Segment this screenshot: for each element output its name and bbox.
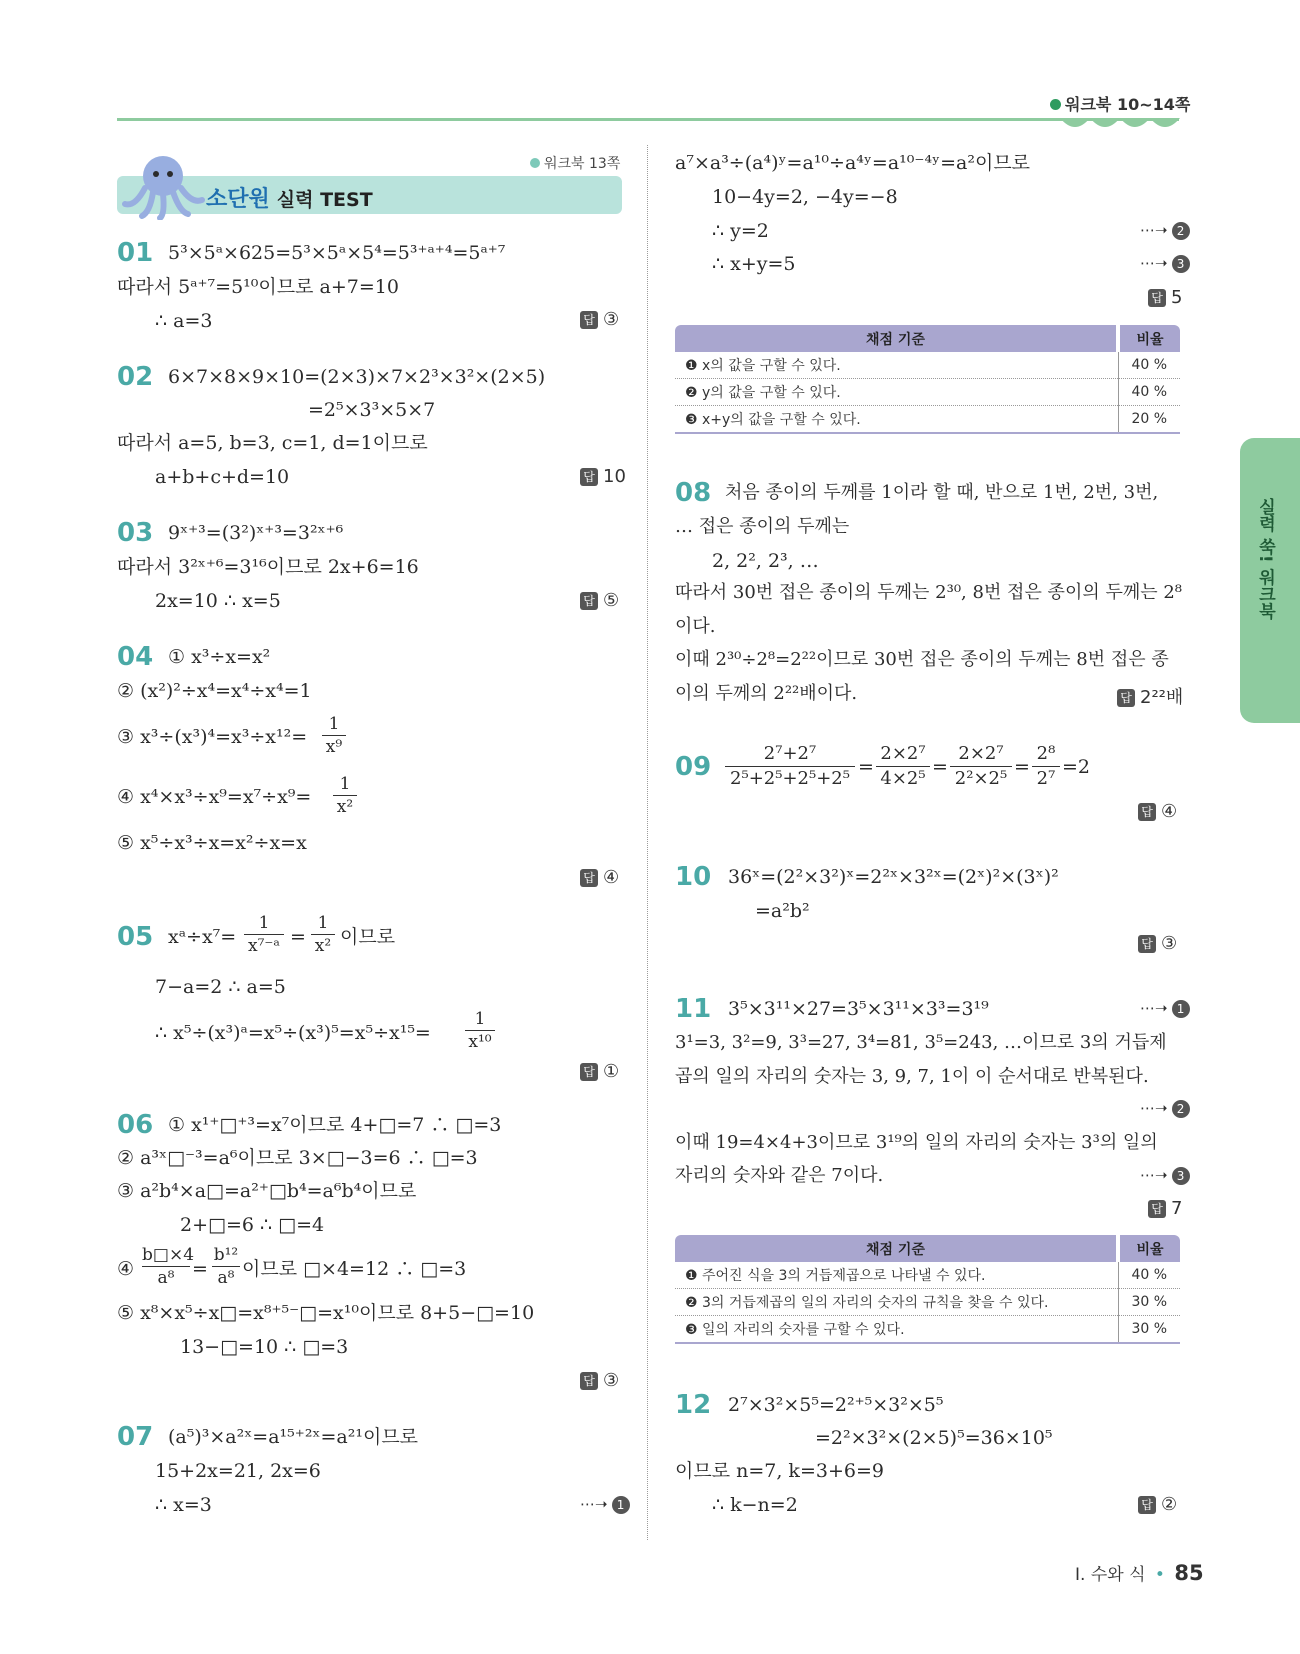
problem-line: 6×7×8×9×10=(2×3)×7×2³×3²×(2×5) xyxy=(168,366,546,388)
answer: 답 ③ xyxy=(1138,933,1177,954)
problem-number: 05 xyxy=(117,922,154,952)
fraction: 1 x⁹ xyxy=(322,713,346,758)
problem-line: 따라서 3²ˣ⁺⁶=3¹⁶이므로 2x+6=16 xyxy=(117,556,419,578)
fraction: 2×2⁷ 4×2⁵ xyxy=(876,742,930,791)
problem-line: 이때 19=4×4+3이므로 3¹⁹의 일의 자리의 숫자는 3³의 일의 xyxy=(675,1132,1158,1153)
problem-line: 2+□=6 ∴ □=4 xyxy=(180,1214,325,1236)
step-marker: ⋯➝ 3 xyxy=(1140,1166,1190,1185)
problem-line: 이므로 xyxy=(340,926,396,948)
problem-line: 15+2x=21, 2x=6 xyxy=(155,1460,321,1482)
page-number: 85 xyxy=(1174,1561,1204,1585)
answer: 답 2²²배 xyxy=(1117,683,1183,709)
problem-line: 따라서 30번 접은 종이의 두께는 2³⁰, 8번 접은 종이의 두께는 2⁸ xyxy=(675,582,1182,603)
problem-line: 2x=10 ∴ x=5 xyxy=(155,590,281,612)
problem-line: ∴ a=3 xyxy=(155,310,213,332)
problem-line: 9ˣ⁺³=(3²)ˣ⁺³=3²ˣ⁺⁶ xyxy=(168,522,344,544)
table-header: 비율 xyxy=(1118,325,1180,352)
problem-line: ⑤ x⁸×x⁵÷x□=x⁸⁺⁵⁻□=x¹⁰이므로 8+5−□=10 xyxy=(117,1302,535,1324)
fraction: 2×2⁷ 2²×2⁵ xyxy=(950,742,1012,791)
answer: 답 ⑤ xyxy=(580,590,619,611)
table-header: 비율 xyxy=(1118,1235,1180,1262)
chapter-label: Ⅰ. 수와 식 xyxy=(1075,1565,1146,1585)
problem-line: 이므로 □×4=12 ∴ □=3 xyxy=(242,1258,467,1280)
problem-line: 3⁵×3¹¹×27=3⁵×3¹¹×3³=3¹⁹ xyxy=(728,998,989,1020)
problem-line: ∴ x+y=5 xyxy=(712,253,796,275)
problem-line: 13−□=10 ∴ □=3 xyxy=(180,1336,349,1358)
fraction: b□×4 a⁸ xyxy=(142,1245,195,1288)
problem-number: 09 xyxy=(675,752,712,782)
answer: 답 10 xyxy=(580,466,626,487)
bullet: • xyxy=(1154,1565,1165,1585)
step-marker: ⋯➝ 2 xyxy=(1140,221,1190,240)
answer: 답 ② xyxy=(1138,1494,1177,1515)
fraction: 1 x² xyxy=(311,912,335,957)
answer: 답 7 xyxy=(1148,1198,1182,1219)
equals: = xyxy=(290,926,306,948)
problem-line: 처음 종이의 두께를 1이라 할 때, 반으로 1번, 2번, 3번, xyxy=(725,482,1159,503)
column-divider xyxy=(647,145,648,1540)
problem-line: 이므로 n=7, k=3+6=9 xyxy=(675,1460,884,1482)
problem-line: 이때 2³⁰÷2⁸=2²²이므로 30번 접은 종이의 두께는 8번 접은 종 xyxy=(675,649,1169,670)
step-marker: ⋯➝ 3 xyxy=(1140,254,1190,273)
equals: = xyxy=(858,756,874,778)
fraction: 1 x⁷⁻ᵃ xyxy=(244,912,284,957)
equals: = xyxy=(932,756,948,778)
problem-number: 10 xyxy=(675,862,712,892)
table-row: ❷ y의 값을 구할 수 있다. 40 % xyxy=(675,379,1180,406)
problem-number: 03 xyxy=(117,518,154,548)
table-row: ❶ x의 값을 구할 수 있다. 40 % xyxy=(675,352,1180,379)
problem-number: 02 xyxy=(117,362,154,392)
dot-icon xyxy=(1050,99,1061,110)
header-workbook-ref: 워크북 10~14쪽 xyxy=(1050,92,1190,115)
problem-line: 따라서 5ᵃ⁺⁷=5¹⁰이므로 a+7=10 xyxy=(117,276,399,298)
answer: 답 5 xyxy=(1148,287,1182,308)
step-marker: ⋯➝ 2 xyxy=(1140,1099,1190,1118)
problem-number: 12 xyxy=(675,1390,712,1420)
grading-table xyxy=(675,1235,1180,1344)
problem-line: ∴ y=2 xyxy=(712,220,769,242)
problem-line: 이의 두께의 2²²배이다. xyxy=(675,683,858,704)
problem-line: 10−4y=2, −4y=−8 xyxy=(712,186,898,208)
section-workbook-ref: 워크북 13쪽 xyxy=(530,153,620,173)
table-header: 채점 기준 xyxy=(675,1235,1118,1262)
table-row: ❸ x+y의 값을 구할 수 있다. 20 % xyxy=(675,406,1180,434)
table-row: ❸ 일의 자리의 숫자를 구할 수 있다. 30 % xyxy=(675,1316,1180,1344)
grading-table xyxy=(675,325,1180,434)
problem-line: =2⁵×3³×5×7 xyxy=(308,399,436,421)
table-row: ❷ 3의 거듭제곱의 일의 자리의 숫자의 규칙을 찾을 수 있다. 30 % xyxy=(675,1289,1180,1316)
header-wave xyxy=(1060,118,1180,136)
problem-line: ① x³÷x=x² xyxy=(168,646,271,668)
problem-line: 3¹=3, 3²=9, 3³=27, 3⁴=81, 3⁵=243, …이므로 3의 거듭제 xyxy=(675,1032,1167,1053)
answer: 답 ④ xyxy=(1138,801,1177,822)
problem-line: ③ a²b⁴×a□=a²⁺□b⁴=a⁶b⁴이므로 xyxy=(117,1180,417,1202)
table-header: 채점 기준 xyxy=(675,325,1118,352)
side-tab-label: 실력 쑥! 워크북 xyxy=(1255,498,1275,620)
problem-number: 06 xyxy=(117,1110,154,1140)
answer: 답 ① xyxy=(580,1061,619,1082)
problem-line: ① x¹⁺□⁺³=x⁷이므로 4+□=7 ∴ □=3 xyxy=(168,1114,502,1136)
problem-line: 자리의 숫자와 같은 7이다. xyxy=(675,1165,884,1186)
problem-line: ④ x⁴×x³÷x⁹=x⁷÷x⁹= xyxy=(117,786,312,808)
problem-number: 07 xyxy=(117,1422,154,1452)
problem-line: 7−a=2 ∴ a=5 xyxy=(155,976,286,998)
problem-line: =a²b² xyxy=(755,900,810,922)
problem-line: a⁷×a³÷(a⁴)ʸ=a¹⁰÷a⁴ʸ=a¹⁰⁻⁴ʸ=a²이므로 xyxy=(675,152,1031,174)
problem-number: 04 xyxy=(117,642,154,672)
problem-line: 5³×5ᵃ×625=5³×5ᵃ×5⁴=5³⁺ᵃ⁺⁴=5ᵃ⁺⁷ xyxy=(168,242,506,264)
problem-line: =2²×3²×(2×5)⁵=36×10⁵ xyxy=(815,1427,1053,1449)
problem-line: ④ xyxy=(117,1258,135,1280)
table-row: ❶ 주어진 식을 3의 거듭제곱으로 나타낼 수 있다. 40 % xyxy=(675,1262,1180,1289)
problem-line: ∴ x=3 xyxy=(155,1494,212,1516)
problem-line: 36ˣ=(2²×3²)ˣ=2²ˣ×3²ˣ=(2ˣ)²×(3ˣ)² xyxy=(728,866,1059,888)
fraction: b¹² a⁸ xyxy=(213,1245,239,1288)
footer xyxy=(1075,1560,1204,1585)
answer: 답 ③ xyxy=(580,1370,619,1391)
dot-icon xyxy=(530,158,540,168)
problem-line: ② a³ˣ□⁻³=a⁶이므로 3×□−3=6 ∴ □=3 xyxy=(117,1147,478,1169)
problem-line: 이다. xyxy=(675,616,716,637)
answer: 답 ④ xyxy=(580,867,619,888)
problem-line: a+b+c+d=10 xyxy=(155,466,290,488)
fraction: 2⁸ 2⁷ xyxy=(1032,742,1060,791)
fraction: 2⁷+2⁷ 2⁵+2⁵+2⁵+2⁵ xyxy=(725,742,855,791)
problem-number: 01 xyxy=(117,238,154,268)
step-marker: ⋯➝ 1 xyxy=(580,1495,630,1514)
header-rule xyxy=(117,118,1179,121)
problem-line: … 접은 종이의 두께는 xyxy=(675,516,850,537)
problem-line: 2, 2², 2³, … xyxy=(712,550,819,572)
problem-line: ② (x²)²÷x⁴=x⁴÷x⁴=1 xyxy=(117,680,312,702)
problem-line: 따라서 a=5, b=3, c=1, d=1이므로 xyxy=(117,432,428,454)
octopus-icon xyxy=(120,152,206,220)
fraction: 1 x² xyxy=(333,773,357,818)
problem-line: xᵃ÷x⁷= xyxy=(168,926,237,948)
problem-number: 11 xyxy=(675,994,712,1024)
problem-number: 08 xyxy=(675,478,712,508)
fraction: 1 x¹⁰ xyxy=(465,1008,495,1053)
problem-line: (a⁵)³×a²ˣ=a¹⁵⁺²ˣ=a²¹이므로 xyxy=(168,1426,419,1448)
equals: = xyxy=(192,1258,208,1280)
problem-line: ∴ x⁵÷(x³)ᵃ=x⁵÷(x³)⁵=x⁵÷x¹⁵= xyxy=(155,1022,431,1044)
problem-line: ③ x³÷(x³)⁴=x³÷x¹²= xyxy=(117,726,308,748)
problem-line: =2 xyxy=(1062,756,1091,778)
answer: 답 ③ xyxy=(580,309,619,330)
equals: = xyxy=(1014,756,1030,778)
problem-line: ∴ k−n=2 xyxy=(712,1494,798,1516)
section-title: 소단원 실력 TEST xyxy=(206,187,373,212)
step-marker: ⋯➝ 1 xyxy=(1140,999,1190,1018)
problem-line: 곱의 일의 자리의 숫자는 3, 9, 7, 1이 이 순서대로 반복된다. xyxy=(675,1066,1149,1087)
problem-line: 2⁷×3²×5⁵=2²⁺⁵×3²×5⁵ xyxy=(728,1394,944,1416)
problem-line: ⑤ x⁵÷x³÷x=x²÷x=x xyxy=(117,832,307,854)
